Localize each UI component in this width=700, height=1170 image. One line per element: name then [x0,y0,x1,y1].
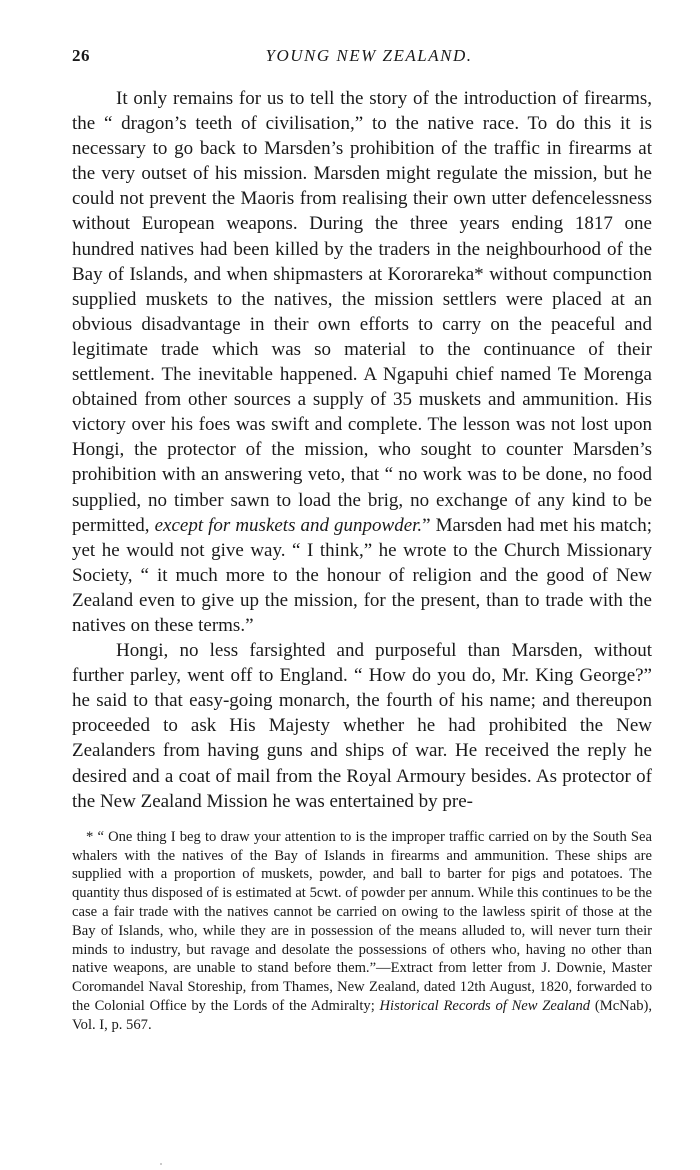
page-number: 26 [72,46,90,65]
paragraph-firearms [72,86,652,638]
paragraph-firearms-text: It only remains for us to tell the story of the introduction of firearms, the “ dragon’s teeth of civilisation,” to the native race. To do this it is necessary to go back to Marsden’s prohibition of the traffic in firearms at the very outset of his mission. Marsden might regulate the mission, but he could not prevent the Maoris from realising their own utter defencelessness without European weapons. During the three years ending 1817 one hundred natives had been killed by the traders in the neighbourhood of the Bay of Islands, and when shipmasters at Kororareka* without compunction supplied muskets to the natives, the mission settlers were placed at an obvious disadvantage in their own efforts to carry on the peaceful and legitimate trade which was so material to the continuance of their settlement. The inevitable happened. A Ngapuhi chief named Te Morenga obtained from other sources a supply of 35 muskets and ammunition. His victory over his foes was swift and complete. The lesson was not lost upon Hongi, the protector of the mission, who sought to counter Marsden’s prohibition with an answering veto, that “ no work was to be done, no food supplied, no timber sawn to load the brig, no exchange of any kind to be permitted, [72,88,652,536]
paragraph-firearms-continuation: ” Marsden had met his match; yet he would not give way. “ I think,” he wrote to the Church Missionary Society, “ it much more to the honour of religion and the good of New Zealand even to give up the mission, for the present, than to trade with the natives on these terms.” [72,514,653,636]
body-text [72,86,652,814]
book-page [72,46,652,1034]
running-title: YOUNG NEW ZEALAND. [265,46,473,65]
footnote-citation: (McNab), Vol. I, p. 567. [72,997,652,1033]
footnote-body: * “ One thing I beg to draw your attention to is the improper traffic carried on by the South Sea whalers with the natives of the Bay of Islands in firearms and ammunition. These ships are supplied with a proportion of muskets, powder, and ball to barter for pigs and potatoes. The quantity thus disposed of is estimated at 5cwt. of powder per annum. While this continues to be the case a fair trade with the natives cannot be carried on owing to the lawless spirit of those at the Bay of Islands, who, while they are in possession of the means alluded to, will never turn their minds to industry, but ravage and desolate the possessions of others who, having no other than native weapons, are unable to stand before them.”—Extract from letter from J. Downie, Master Coromandel Naval Storeship, from Thames, New Zealand, dated 12th August, 1820, forwarded to the Colonial Office by the Lords of the Admiralty; [72,828,652,1014]
running-head [72,46,652,70]
paper-speck [160,1163,162,1165]
footnote-text [72,828,652,1035]
footnote-source-title: Historical Records of New Zealand [379,997,591,1014]
paragraph-hongi: Hongi, no less farsighted and purposeful than Marsden, without further parley, went off to England. “ How do you do, Mr. King George?” he said to that easy-going monarch, the fourth of his name; and thereupon proceeded to ask His Majesty whether he had prohibited the New Zealanders from having guns and ships of war. He received the reply he desired and a coat of mail from the Royal Armoury besides. As protector of the New Zealand Mission he was entertained by pre- [72,640,652,812]
footnote [72,828,652,1035]
italic-quote: except for muskets and gunpowder. [154,514,423,536]
